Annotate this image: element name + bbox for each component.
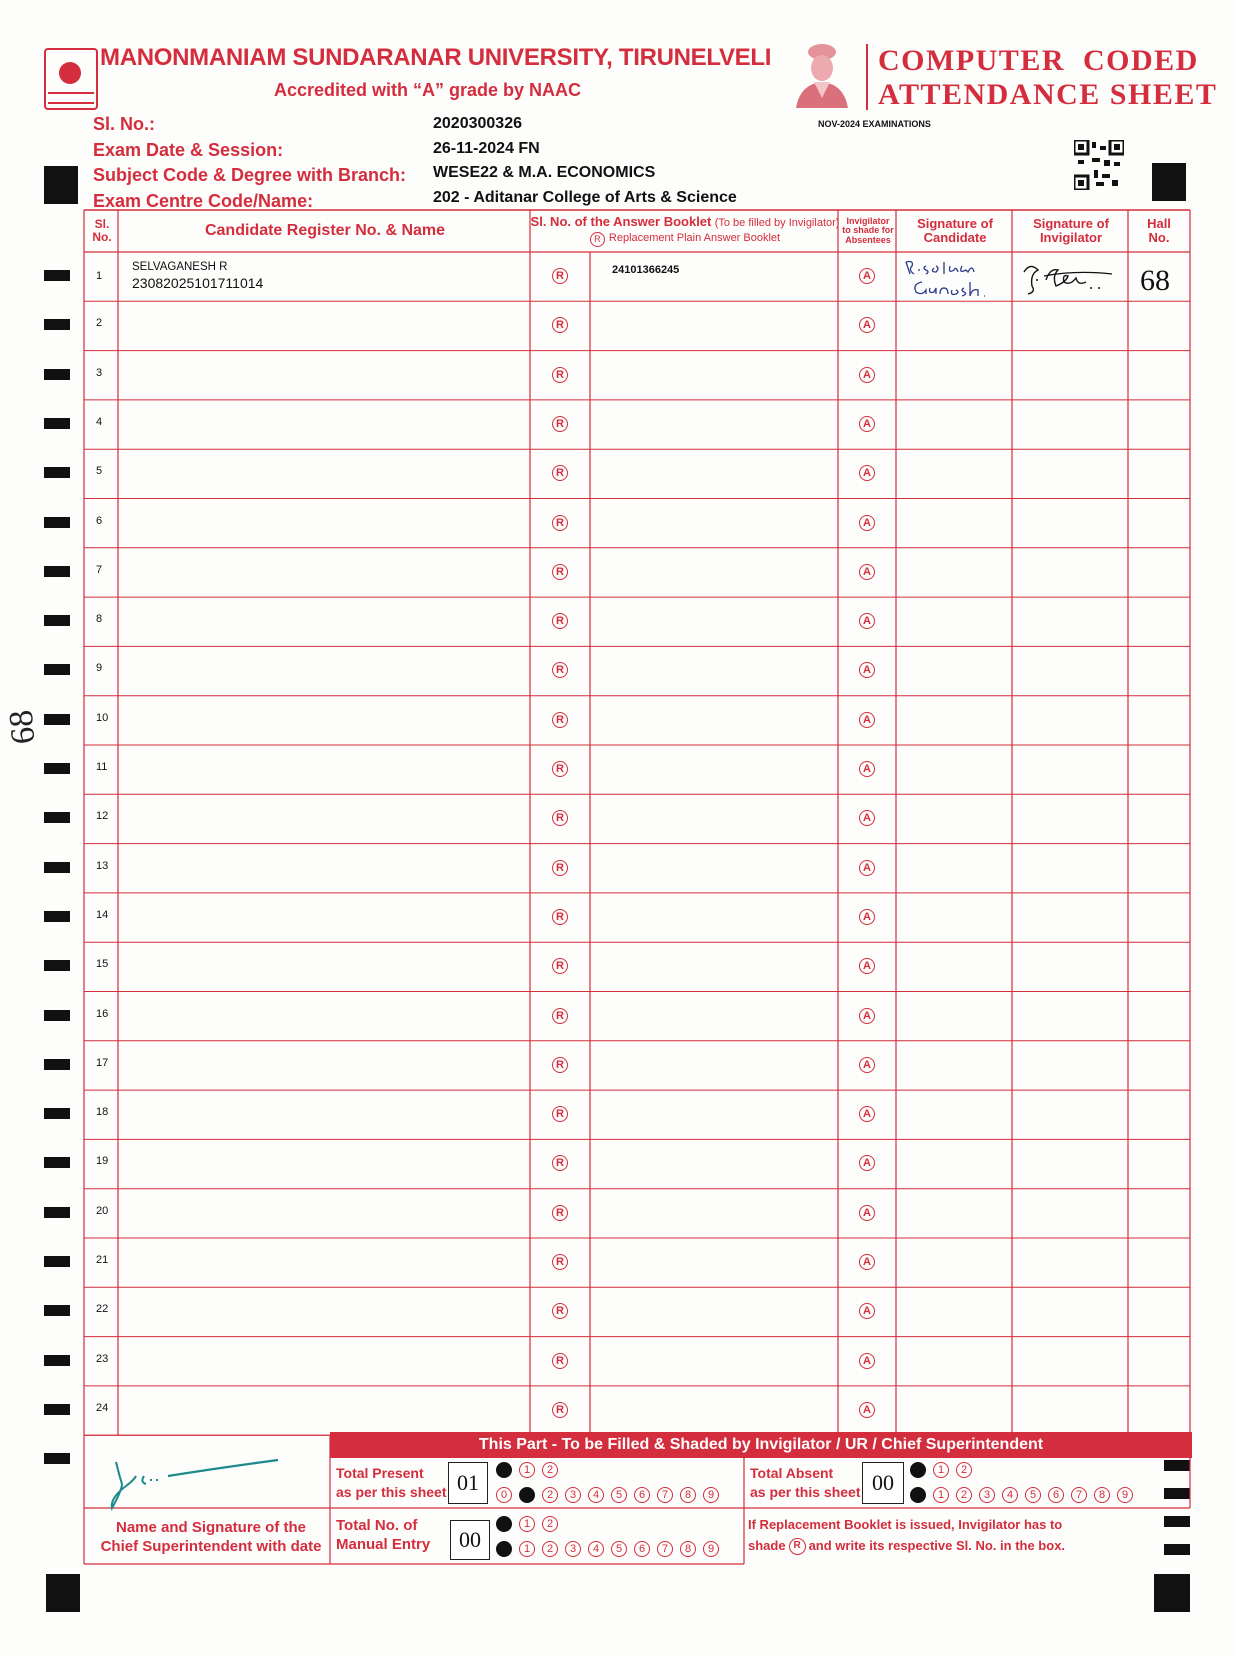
digit-bubble-units[interactable]: 9 <box>1117 1487 1133 1503</box>
field-value-exam-date: 26-11-2024 FN <box>433 140 540 157</box>
absentee-bubble[interactable]: A <box>859 465 875 481</box>
digit-bubble-units[interactable]: 1 <box>519 1541 535 1557</box>
digit-bubble-tens[interactable]: 2 <box>542 1516 558 1532</box>
row-number: 18 <box>96 1106 109 1119</box>
candidate-name: SELVAGANESH R <box>132 261 228 273</box>
row-number: 10 <box>96 711 109 724</box>
digit-bubble-tens[interactable] <box>496 1462 512 1478</box>
absentee-bubble[interactable]: A <box>859 564 875 580</box>
row-number: 24 <box>96 1401 109 1414</box>
digit-bubble-units[interactable]: 7 <box>657 1487 673 1503</box>
replacement-bubble[interactable]: R <box>552 860 568 876</box>
absentee-bubble[interactable]: A <box>859 1402 875 1418</box>
digit-bubble-tens[interactable]: 2 <box>956 1462 972 1478</box>
digit-bubble-units[interactable] <box>519 1487 535 1503</box>
digit-bubble-units[interactable] <box>910 1487 926 1503</box>
row-number: 13 <box>96 859 109 872</box>
total-absent-label: Total Absent as per this sheet <box>750 1465 861 1500</box>
absentee-bubble[interactable]: A <box>859 515 875 531</box>
replacement-bubble[interactable]: R <box>552 465 568 481</box>
replacement-bubble[interactable]: R <box>552 1155 568 1171</box>
header-signature-candidate: Signature of Candidate <box>917 216 993 245</box>
field-label-sl-no: Sl. No.: <box>93 114 155 134</box>
absentee-bubble[interactable]: A <box>859 1106 875 1122</box>
replacement-bubble[interactable]: R <box>552 515 568 531</box>
digit-bubble-units[interactable]: 7 <box>1071 1487 1087 1503</box>
digit-bubble-tens[interactable]: 1 <box>519 1516 535 1532</box>
absentee-bubble[interactable]: A <box>859 810 875 826</box>
row-number: 17 <box>96 1056 109 1069</box>
replacement-bubble[interactable]: R <box>552 1353 568 1369</box>
digit-bubble-units[interactable]: 2 <box>542 1541 558 1557</box>
absentee-bubble[interactable]: A <box>859 613 875 629</box>
absentee-bubble[interactable]: A <box>859 268 875 284</box>
digit-bubble-units[interactable]: 4 <box>588 1487 604 1503</box>
replacement-bubble[interactable]: R <box>552 909 568 925</box>
replacement-bubble[interactable]: R <box>552 564 568 580</box>
sheet-title-line1: COMPUTER CODED <box>878 44 1199 77</box>
row-number: 5 <box>96 465 103 478</box>
manual-entry-label: Total No. of Manual Entry <box>336 1517 431 1553</box>
absentee-bubble[interactable]: A <box>859 958 875 974</box>
field-label-subject: Subject Code & Degree with Branch: <box>93 165 407 185</box>
row-number: 14 <box>96 908 109 921</box>
accreditation-text: Accredited with “A” grade by NAAC <box>274 80 582 100</box>
header-candidate: Candidate Register No. & Name <box>204 221 446 239</box>
invigilator-banner: This Part - To be Filled & Shaded by Invigilator / UR / Chief Superintendent <box>330 1432 1192 1458</box>
field-value-subject: WESE22 & M.A. ECONOMICS <box>433 164 656 181</box>
absentee-bubble[interactable]: A <box>859 1155 875 1171</box>
digit-bubble-units[interactable]: 6 <box>1048 1487 1064 1503</box>
digit-bubble-units[interactable]: 0 <box>496 1487 512 1503</box>
row-number: 1 <box>96 270 103 282</box>
digit-bubble-units[interactable] <box>496 1541 512 1557</box>
replacement-bubble[interactable]: R <box>552 712 568 728</box>
header-hall-no: Hall No. <box>1147 216 1171 245</box>
total-present-box[interactable]: 01 <box>448 1462 488 1504</box>
absentee-bubble[interactable]: A <box>859 1008 875 1024</box>
digit-bubble-units[interactable]: 8 <box>680 1487 696 1503</box>
replacement-bubble[interactable]: R <box>552 367 568 383</box>
row-number: 22 <box>96 1303 109 1316</box>
digit-bubble-units[interactable]: 5 <box>611 1541 627 1557</box>
absentee-bubble[interactable]: A <box>859 860 875 876</box>
digit-bubble-units[interactable]: 2 <box>542 1487 558 1503</box>
digit-bubble-units[interactable]: 5 <box>611 1487 627 1503</box>
absentee-bubble[interactable]: A <box>859 662 875 678</box>
absentee-bubble[interactable]: A <box>859 317 875 333</box>
absentee-bubble[interactable]: A <box>859 1057 875 1073</box>
field-value-centre: 202 - Aditanar College of Arts & Science <box>433 189 737 206</box>
digit-bubble-tens[interactable] <box>496 1516 512 1532</box>
digit-bubble-units[interactable]: 4 <box>1002 1487 1018 1503</box>
row-number: 6 <box>96 514 103 527</box>
replacement-bubble[interactable]: R <box>552 317 568 333</box>
replacement-bubble[interactable]: R <box>552 761 568 777</box>
replacement-note-line1: If Replacement Booklet is issued, Invigilator has to <box>748 1517 1063 1532</box>
replacement-bubble[interactable]: R <box>552 1008 568 1024</box>
digit-bubble-units[interactable]: 3 <box>565 1487 581 1503</box>
sheet-title-line2: ATTENDANCE SHEET <box>878 78 1218 111</box>
header-signature-invigilator: Signature of Invigilator <box>1033 216 1109 245</box>
total-present-label: Total Present as per this sheet <box>336 1465 447 1500</box>
row-number: 19 <box>96 1155 109 1168</box>
row-number: 9 <box>96 662 103 675</box>
absentee-bubble[interactable]: A <box>859 416 875 432</box>
row-number: 12 <box>96 810 109 823</box>
header-replacement-icon: R <box>590 232 605 247</box>
row-number: 11 <box>96 761 108 773</box>
replacement-bubble[interactable]: R <box>552 613 568 629</box>
replacement-note-icon: R <box>789 1538 806 1555</box>
digit-bubble-units[interactable]: 4 <box>588 1541 604 1557</box>
replacement-bubble[interactable]: R <box>552 1303 568 1319</box>
chief-superintendent-label: Name and Signature of the Chief Superintendent with date <box>100 1519 322 1555</box>
replacement-bubble[interactable]: R <box>552 1205 568 1221</box>
row-number: 8 <box>96 613 103 626</box>
replacement-bubble[interactable]: R <box>552 958 568 974</box>
replacement-bubble[interactable]: R <box>552 662 568 678</box>
digit-bubble-units[interactable]: 1 <box>933 1487 949 1503</box>
row-number: 4 <box>96 415 103 428</box>
header-invigilator-shade: Invigilator to shade for Absentees <box>842 215 894 245</box>
replacement-note-rest: and write its respective Sl. No. in the box. <box>808 1538 1066 1553</box>
digit-bubble-tens[interactable]: 1 <box>933 1462 949 1478</box>
replacement-bubble[interactable]: R <box>552 268 568 284</box>
field-label-centre: Exam Centre Code/Name: <box>93 191 314 211</box>
replacement-bubble[interactable]: R <box>552 810 568 826</box>
total-absent-box[interactable]: 00 <box>862 1462 904 1504</box>
hall-number: 68 <box>1140 264 1170 297</box>
header-booklet <box>532 212 838 250</box>
field-label-exam-date: Exam Date & Session: <box>93 140 284 160</box>
replacement-bubble[interactable]: R <box>552 1057 568 1073</box>
absentee-bubble[interactable]: A <box>859 1303 875 1319</box>
absentee-bubble[interactable]: A <box>859 1205 875 1221</box>
row-number: 21 <box>96 1254 109 1266</box>
exam-tag: NOV-2024 EXAMINATIONS <box>818 119 931 129</box>
digit-bubble-units[interactable]: 7 <box>657 1541 673 1557</box>
absentee-bubble[interactable]: A <box>859 1353 875 1369</box>
row-number: 3 <box>96 366 103 379</box>
row-number: 2 <box>96 317 103 330</box>
candidate-signature <box>900 254 1012 300</box>
header-booklet-main: Sl. No. of the Answer Booklet <box>530 214 712 230</box>
chief-superintendent-signature <box>88 1432 328 1516</box>
candidate-register-no: 23082025101711014 <box>132 275 264 291</box>
booklet-number: 24101366245 <box>612 264 680 276</box>
row-number: 20 <box>96 1204 109 1217</box>
header-booklet-sub: Replacement Plain Answer Booklet <box>608 232 781 245</box>
row-number: 7 <box>96 563 103 576</box>
digit-bubble-tens[interactable]: 2 <box>542 1462 558 1478</box>
header-booklet-note: (To be filled by Invigilator) <box>714 217 840 230</box>
digit-bubble-units[interactable]: 8 <box>680 1541 696 1557</box>
margin-handwritten-note: 68 <box>2 708 43 746</box>
row-number: 15 <box>96 958 109 971</box>
university-name: MANONMANIAM SUNDARANAR UNIVERSITY, TIRUNELVELI <box>100 44 772 71</box>
replacement-bubble[interactable]: R <box>552 416 568 432</box>
field-value-sl-no: 2020300326 <box>433 115 522 132</box>
replacement-note-shade: shade <box>748 1538 786 1553</box>
digit-bubble-units[interactable]: 9 <box>703 1541 719 1557</box>
absentee-bubble[interactable]: A <box>859 761 875 777</box>
invigilator-signature <box>1016 256 1128 300</box>
replacement-bubble[interactable]: R <box>552 1254 568 1270</box>
absentee-bubble[interactable]: A <box>859 367 875 383</box>
manual-entry-box[interactable]: 00 <box>450 1520 490 1560</box>
digit-bubble-units[interactable]: 5 <box>1025 1487 1041 1503</box>
digit-bubble-units[interactable]: 2 <box>956 1487 972 1503</box>
absentee-bubble[interactable]: A <box>859 712 875 728</box>
row-number: 23 <box>96 1352 109 1365</box>
digit-bubble-tens[interactable] <box>910 1462 926 1478</box>
digit-bubble-units[interactable]: 3 <box>565 1541 581 1557</box>
header-sl-no: Sl. No. <box>92 217 112 244</box>
row-number: 16 <box>96 1007 109 1020</box>
digit-bubble-units[interactable]: 9 <box>703 1487 719 1503</box>
digit-bubble-tens[interactable]: 1 <box>519 1462 535 1478</box>
digit-bubble-units[interactable]: 6 <box>634 1487 650 1503</box>
replacement-bubble[interactable]: R <box>552 1402 568 1418</box>
digit-bubble-units[interactable]: 8 <box>1094 1487 1110 1503</box>
replacement-note-line2 <box>748 1536 1065 1556</box>
absentee-bubble[interactable]: A <box>859 1254 875 1270</box>
digit-bubble-units[interactable]: 6 <box>634 1541 650 1557</box>
replacement-bubble[interactable]: R <box>552 1106 568 1122</box>
absentee-bubble[interactable]: A <box>859 909 875 925</box>
digit-bubble-units[interactable]: 3 <box>979 1487 995 1503</box>
